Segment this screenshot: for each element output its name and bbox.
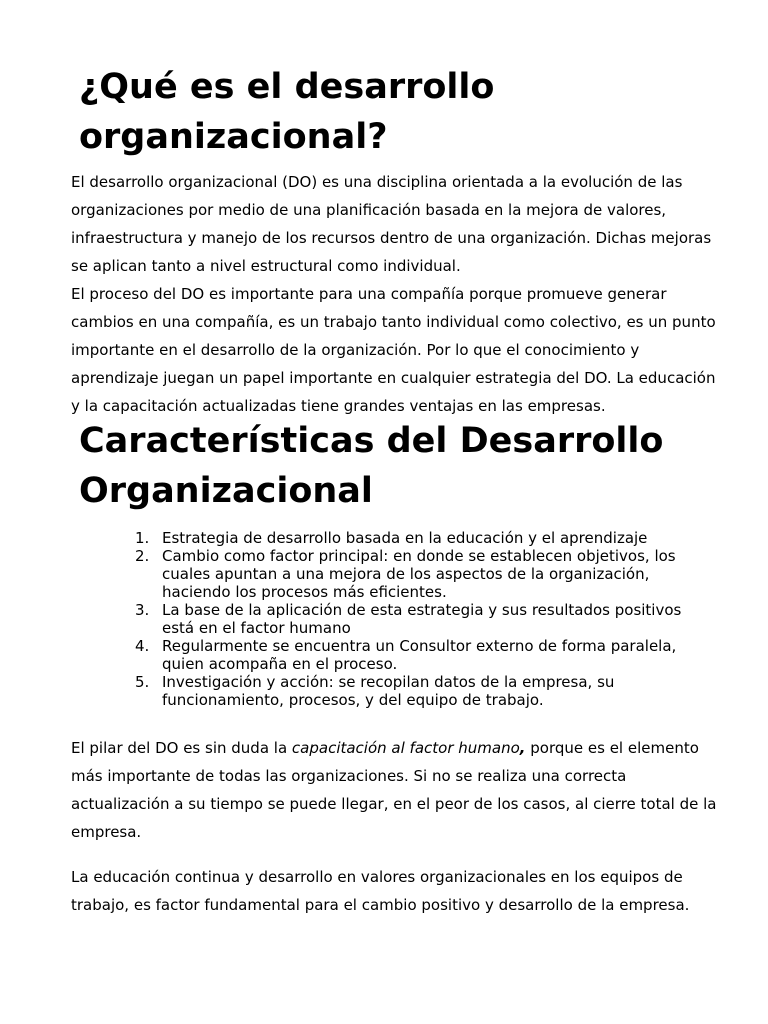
pillar-paragraph — [71, 734, 721, 846]
heading-od-characteristics-line-1: Características del Desarrollo — [79, 421, 664, 461]
list-item-text: Cambio como factor principal: en donde se establecen objetivos, los cuales apuntan a una mejora de los aspectos de la organización, haciendo los procesos más eficientes. — [162, 547, 676, 601]
heading-od-characteristics-line-2: Organizacional — [79, 471, 373, 511]
list-item-text: La base de la aplicación de esta estrategia y sus resultados positivos está en el factor humano — [162, 601, 682, 637]
pillar-text-start: El pilar del DO es sin duda la — [71, 739, 292, 757]
heading-what-is-od-line-1: ¿Qué es el desarrollo — [79, 67, 495, 107]
list-item-number: 2. — [135, 547, 150, 565]
intro-paragraph-2: El proceso del DO es importante para una compañía porque promueve generar cambios en una compañía, es un trabajo tanto individual como colectivo, es un punto importante en el desarrollo de la organización. Por lo que el conocimiento y aprendizaje juegan un papel importante en cualquier estrategia del DO. La educación y la capacitación actualizadas tiene grandes ventajas en las empresas. — [71, 285, 716, 415]
list-item-number: 4. — [135, 637, 150, 655]
characteristics-list — [135, 529, 695, 709]
list-item-number: 1. — [135, 529, 150, 547]
list-item — [135, 673, 695, 709]
list-item-text: Regularmente se encuentra un Consultor externo de forma paralela, quien acompaña en el proceso. — [162, 637, 677, 673]
list-item-text: Investigación y acción: se recopilan datos de la empresa, su funcionamiento, procesos, y del equipo de trabajo. — [162, 673, 615, 709]
pillar-comma: , — [519, 739, 526, 757]
list-item — [135, 637, 695, 673]
closing-paragraph: La educación continua y desarrollo en valores organizacionales en los equipos de trabajo, es factor fundamental para el cambio positivo y desarrollo de la empresa. — [71, 868, 690, 914]
intro-paragraph-1: El desarrollo organizacional (DO) es una disciplina orientada a la evolución de las organizaciones por medio de una planificación basada en la mejora de valores, infraestructura y manejo de los recursos dentro de una organización. Dichas mejoras se aplican tanto a nivel estructural como individual. — [71, 173, 712, 275]
list-item — [135, 547, 695, 601]
heading-od-characteristics — [79, 416, 739, 516]
list-item-number: 5. — [135, 673, 150, 691]
list-item-text: Estrategia de desarrollo basada en la educación y el aprendizaje — [162, 529, 648, 547]
heading-what-is-od-line-2: organizacional? — [79, 117, 388, 157]
list-item — [135, 529, 695, 547]
list-item — [135, 601, 695, 637]
pillar-text-end: porque es el elemento más importante de todas las organizaciones. Si no se realiza una correcta actualización a su tiempo se puede llegar, en el peor de los casos, al cierre total de la empresa. — [71, 739, 717, 841]
heading-what-is-od — [79, 62, 739, 162]
pillar-emphasis: capacitación al factor humano — [291, 739, 520, 757]
list-item-number: 3. — [135, 601, 150, 619]
